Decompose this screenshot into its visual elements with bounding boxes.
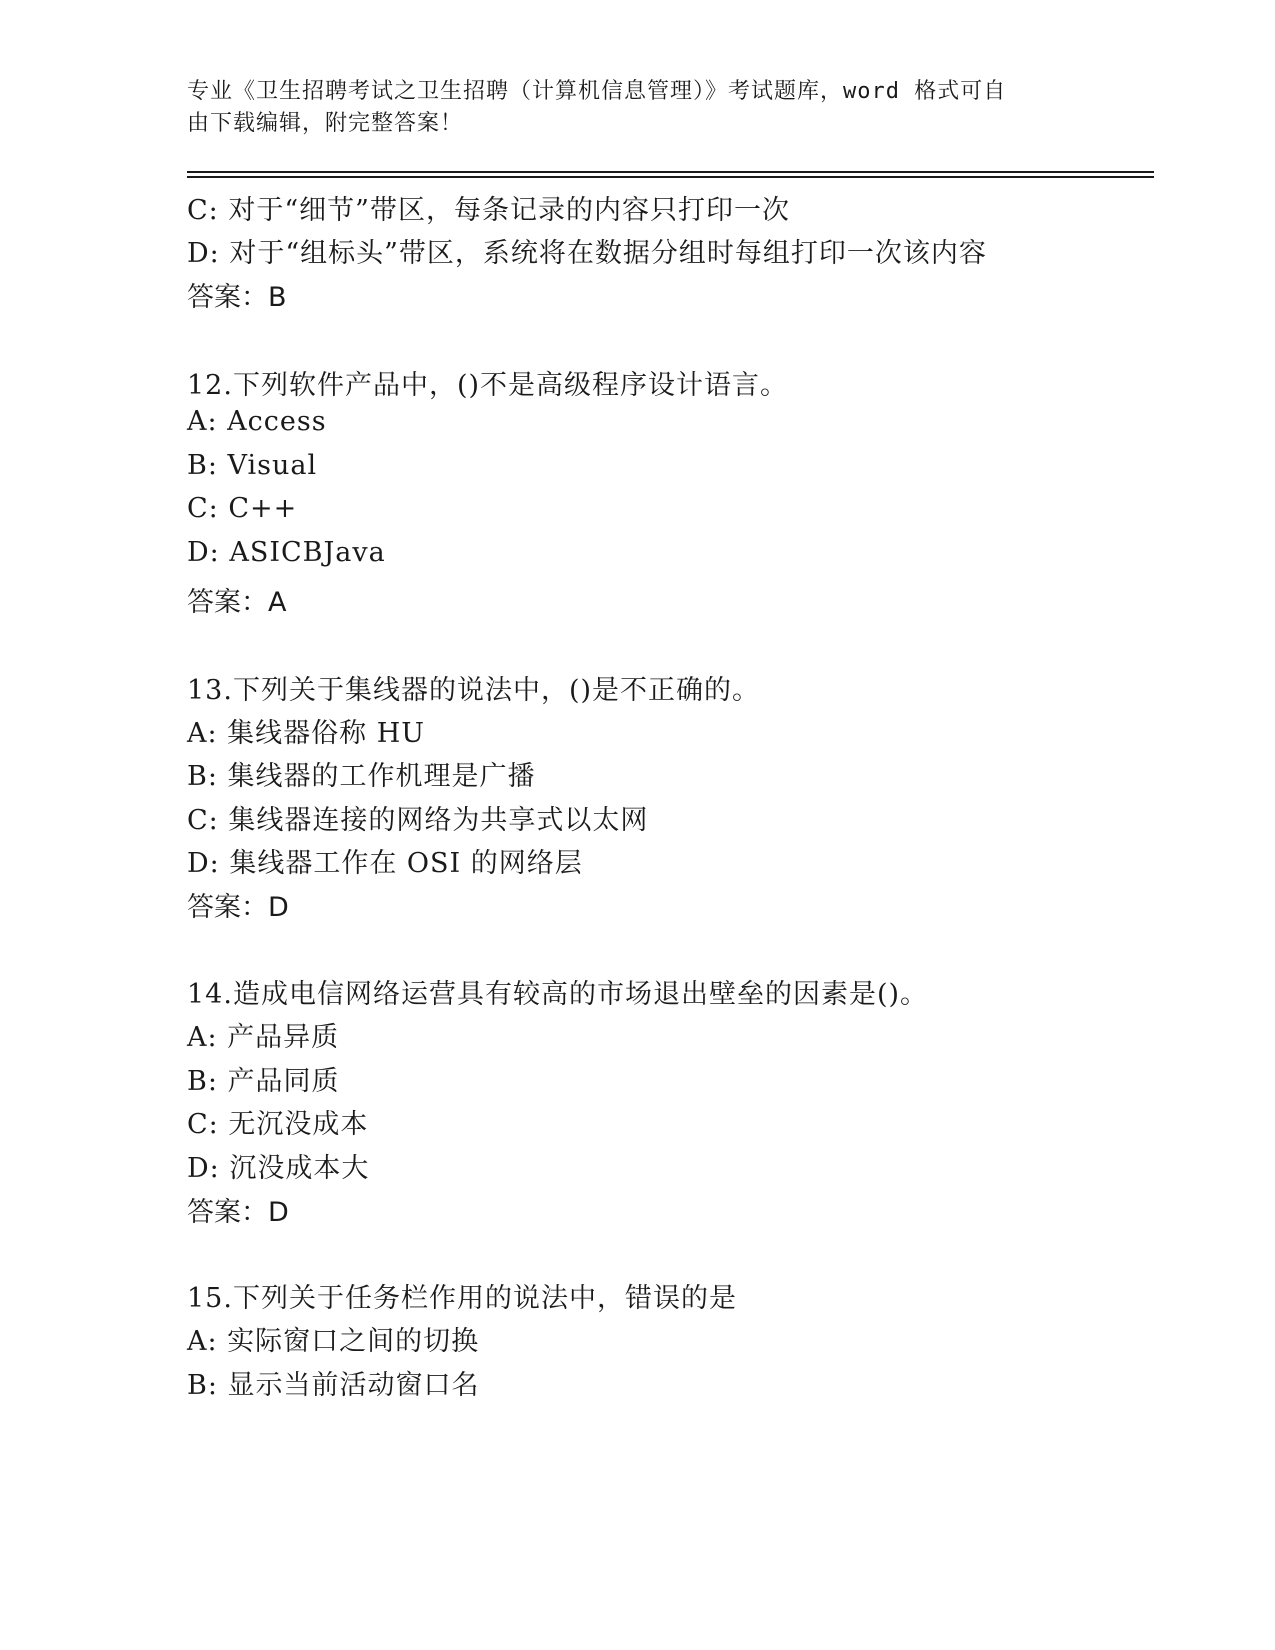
q11-option-d: D: 对于“组标头”带区，系统将在数据分组时每组打印一次该内容 bbox=[187, 238, 987, 269]
q15-option-b: B: 显示当前活动窗口名 bbox=[187, 1370, 480, 1401]
q11-option-c: C: 对于“细节”带区，每条记录的内容只打印一次 bbox=[187, 195, 790, 226]
q12-option-a: A: Access bbox=[187, 406, 327, 437]
q13-option-b: B: 集线器的工作机理是广播 bbox=[187, 761, 536, 792]
q15-question: 15.下列关于任务栏作用的说法中，错误的是 bbox=[187, 1283, 737, 1314]
q13-option-c: C: 集线器连接的网络为共享式以太网 bbox=[187, 805, 649, 836]
q14-option-a: A: 产品异质 bbox=[187, 1022, 340, 1053]
q14-answer: 答案：D bbox=[187, 1197, 289, 1228]
document-header-line-2: 由下载编辑，附完整答案！ bbox=[187, 111, 464, 136]
q12-answer: 答案：A bbox=[187, 587, 287, 618]
document-header-line-1: 专业《卫生招聘考试之卫生招聘（计算机信息管理）》考试题库，word 格式可自 bbox=[187, 79, 1007, 104]
q14-option-c: C: 无沉没成本 bbox=[187, 1109, 369, 1140]
q11-answer: 答案：B bbox=[187, 282, 287, 313]
header-divider-top bbox=[187, 171, 1154, 173]
q13-question: 13.下列关于集线器的说法中，()是不正确的。 bbox=[187, 675, 761, 706]
q14-question: 14.造成电信网络运营具有较高的市场退出壁垒的因素是()。 bbox=[187, 979, 929, 1010]
q13-option-a: A: 集线器俗称 HU bbox=[187, 718, 426, 749]
q13-option-d: D: 集线器工作在 OSI 的网络层 bbox=[187, 848, 583, 879]
q14-option-b: B: 产品同质 bbox=[187, 1066, 340, 1097]
q13-answer: 答案：D bbox=[187, 892, 289, 923]
q12-option-d: D: ASICBJava bbox=[187, 537, 386, 568]
q14-option-d: D: 沉没成本大 bbox=[187, 1153, 370, 1184]
q12-option-b: B: Visual bbox=[187, 450, 318, 481]
header-divider-bottom bbox=[187, 176, 1154, 178]
q12-question: 12.下列软件产品中，()不是高级程序设计语言。 bbox=[187, 370, 789, 401]
q12-option-c: C: C++ bbox=[187, 493, 298, 524]
q15-option-a: A: 实际窗口之间的切换 bbox=[187, 1326, 480, 1357]
